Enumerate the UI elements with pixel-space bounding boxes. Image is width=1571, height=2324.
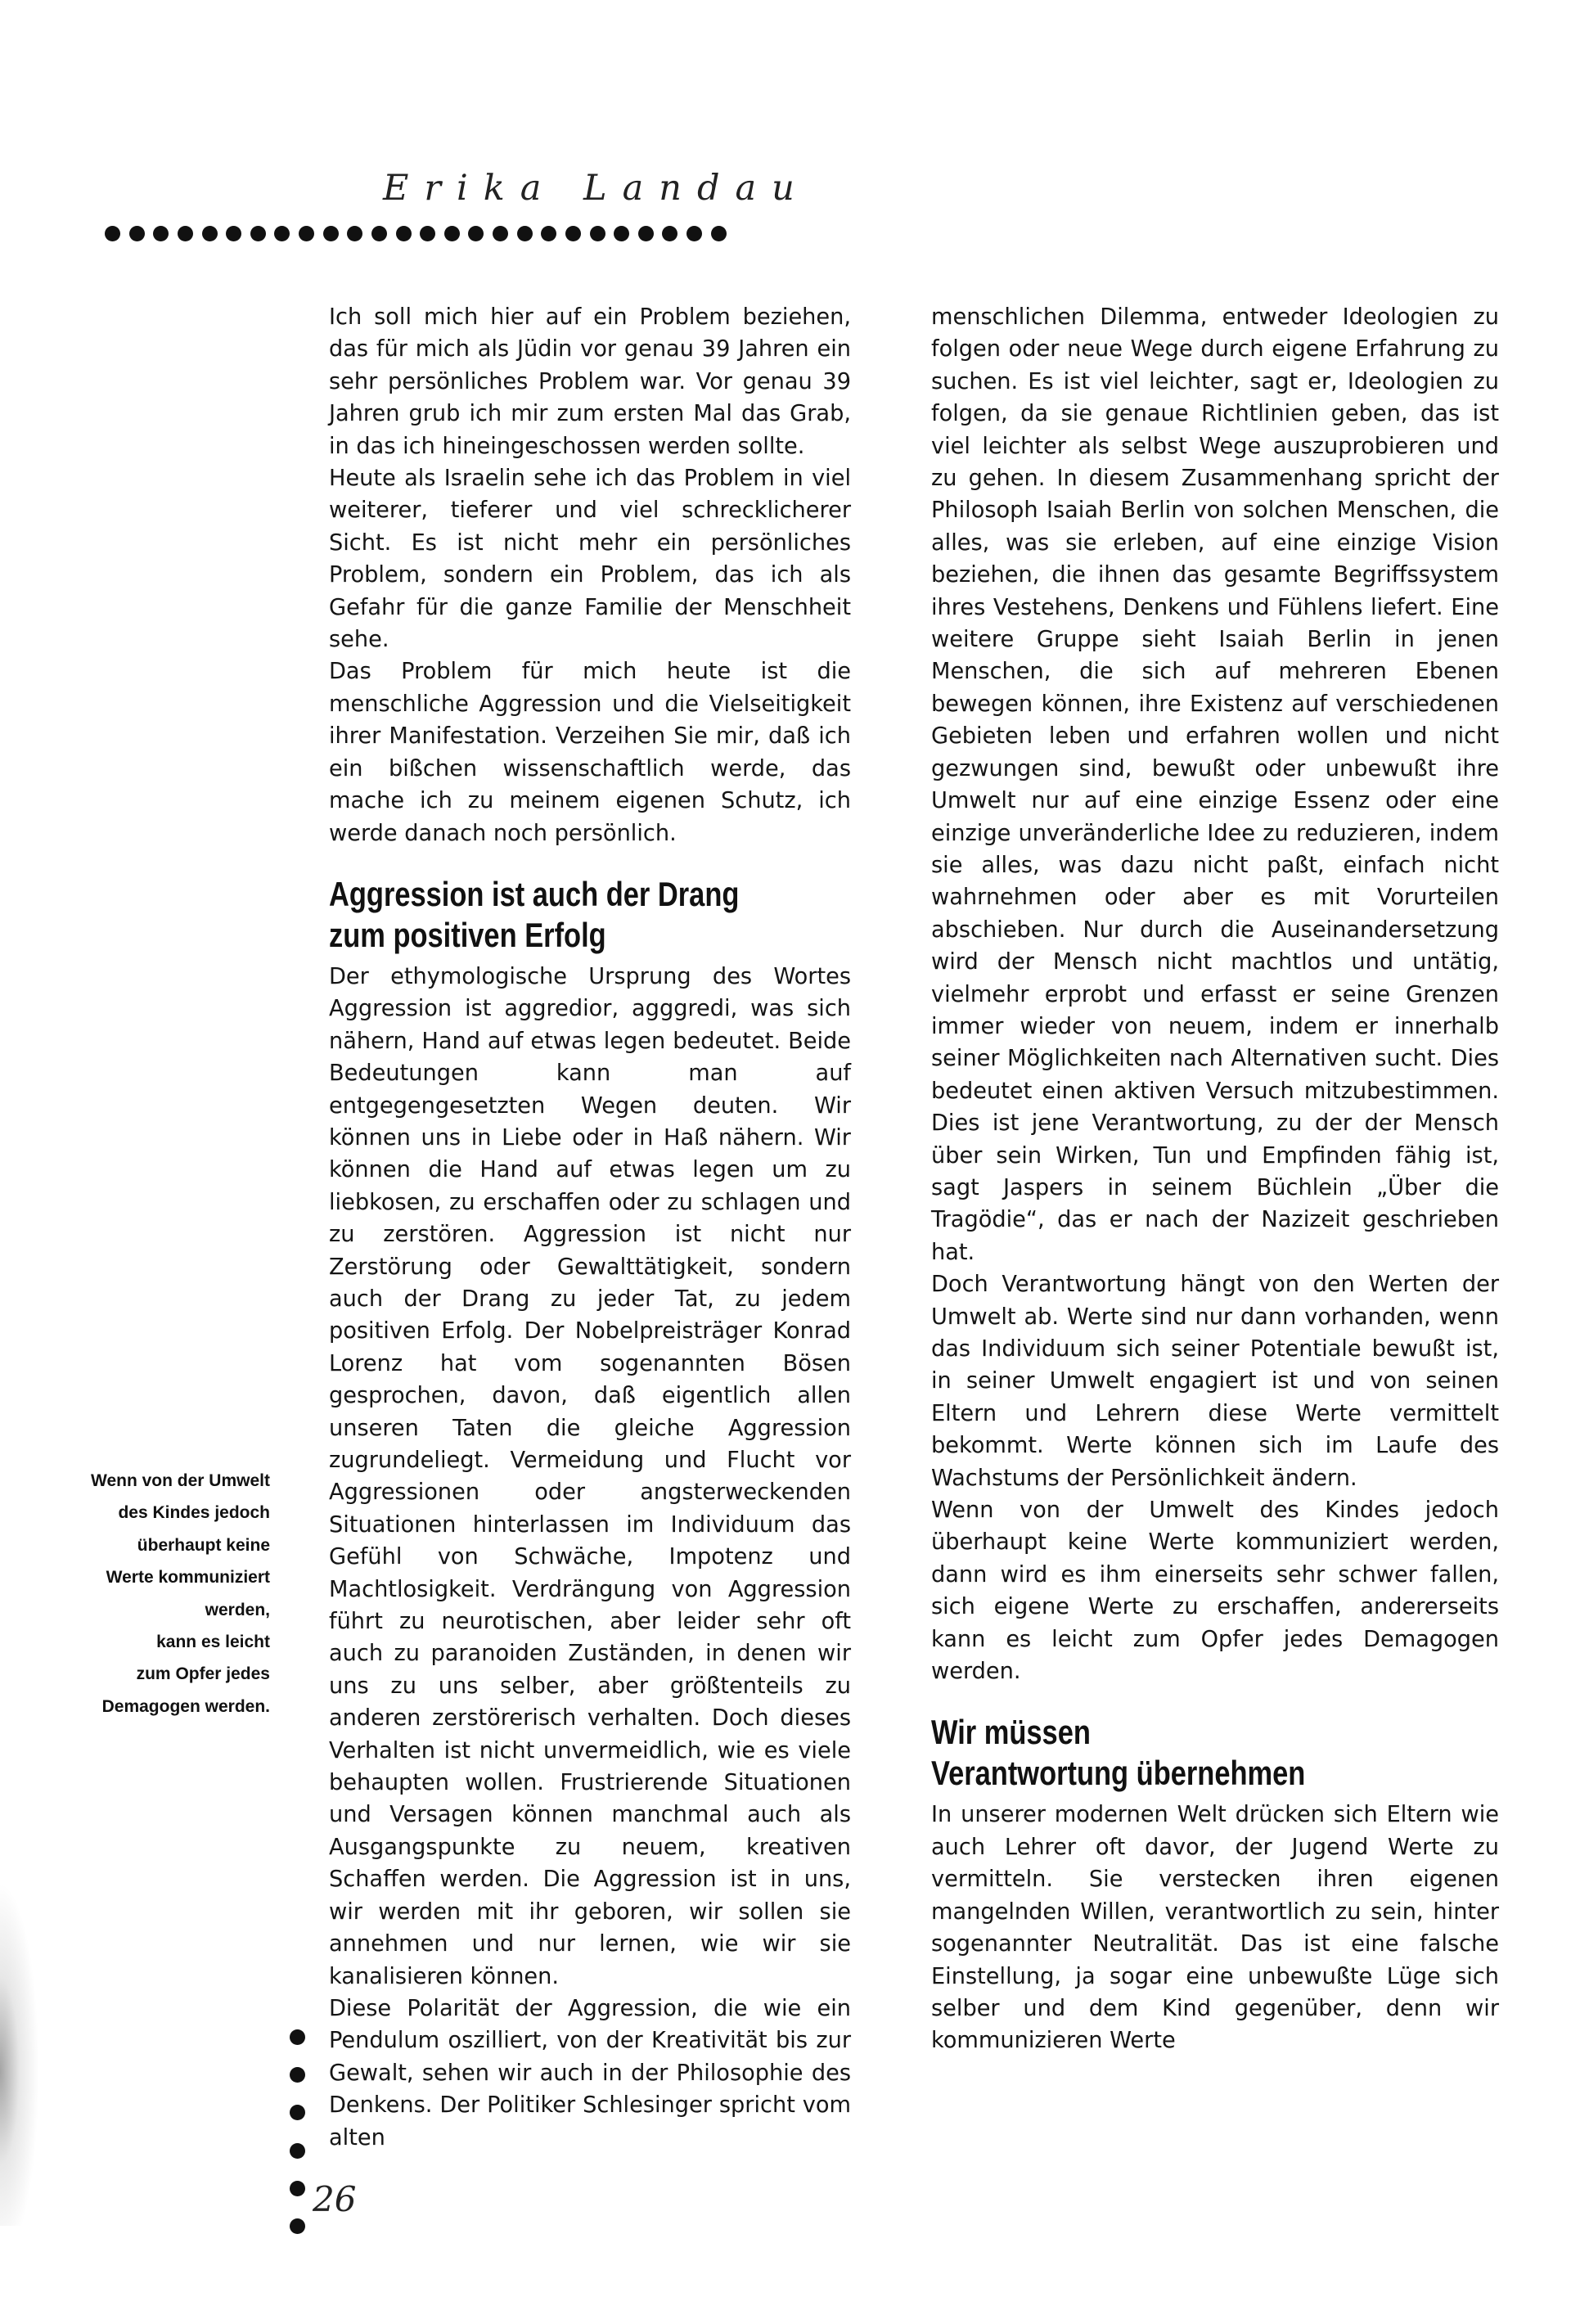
body-paragraph: Heute als Israelin sehe ich das Problem in viel weiterer, tieferer und viel schrecklicherer Sicht. Es ist nicht mehr ein persönliches Problem, sondern ein Problem, das ich als Gefahr für die ganze Familie der Menschheit sehe. [329, 466, 851, 653]
body-paragraph: In unserer modernen Welt drücken sich Eltern wie auch Lehrer oft davor, der Jugend Werte zu vermitteln. Sie verstecken ihren eigenen mangelnden Willen, verantwortlich zu sein, hinter sogenannter Neutralität. Das ist eine falsche Einstellung, ja sogar eine unbewußte Lüge sich selber und dem Kind gegenüber, denn wir kommunizieren Werte [931, 1802, 1499, 2054]
pull-quote [33, 1465, 270, 1723]
pull-quote-line: des Kindes jedoch [118, 1503, 270, 1523]
section-heading-line: Verantwortung übernehmen [931, 1754, 1306, 1793]
body-paragraph: Diese Polarität der Aggression, die wie ein Pendulum oszilliert, von der Kreativität bis zur Gewalt, sehen wir auch in der Philosophie des Denkens. Der Politiker Schlesinger spricht vom alten [329, 1995, 851, 2151]
pull-quote-line: Wenn von der Umwelt [91, 1471, 270, 1490]
section-heading [931, 1712, 1397, 1794]
pull-quote-line: zum Opfer jedes [136, 1664, 270, 1684]
left-text-column [329, 301, 851, 2154]
header-dot-rule [105, 223, 727, 243]
right-text-column [931, 301, 1499, 2057]
body-paragraph: Doch Verantwortung hängt von den Werten der Umwelt ab. Werte sind nur dann vorhanden, wenn das Individuum sich seiner Potentiale bewußt ist, in seiner Umwelt engagiert ist und von seinen Eltern und Lehrern diese Werte vermittelt bekommt. Werte können sich im Laufe des Wachstums der Persönlichkeit ändern. [931, 1272, 1499, 1491]
pull-quote-line: Werte kommuniziert [106, 1568, 270, 1588]
body-paragraph: Wenn von der Umwelt des Kindes jedoch überhaupt keine Werte kommuniziert werden, dann wird es ihm einerseits sehr schwer fallen, sich eigene Werte zu erschaffen, andererseits kann es leicht zum Opfer jedes Demagogen werden. [931, 1498, 1499, 1685]
section-heading-line: zum positiven Erfolg [329, 915, 606, 954]
section-heading-line: Aggression ist auch der Drang [329, 874, 740, 913]
body-paragraph: Der ethymologische Ursprung des Wortes Aggression ist aggredior, agggredi, was sich nähern, Hand auf etwas legen bedeutet. Beide Bedeutungen kann man auf entgegengesetzten Wegen deuten. Wir können uns in Liebe oder in Haß nähern. Wir können die Hand auf etwas legen um zu liebkosen, zu erschaffen oder zu schlagen und zu zerstören. Aggression ist nicht nur Zerstörung oder Gewalttätigkeit, sondern auch der Drang zu jeder Tat, zu jedem positiven Erfolg. Der Nobelpreisträger Konrad Lorenz hat vom sogenannten Bösen gesprochen, davon, daß eigentlich allen unseren Taten die gleiche Aggression zugrundeliegt. Vermeidung und Flucht vor Aggressionen oder angsterweckenden Situationen hinterlassen im Individuum das Gefühl von Schwäche, Impotenz und Machtlosigkeit. Verdrängung von Aggression führt zu neurotischen, aber leider sehr oft auch zu paranoiden Zuständen, in denen wir uns zu uns selber, aber größtenteils zu anderen zerstörerisch verhalten. Doch dieses Verhalten ist nicht unvermeidlich, wie es viele behaupten wollen. Frustrierende Situationen und Versagen können manchmal auch als Ausgangspunkte zu neuem, kreativen Schaffen werden. Die Aggression ist in uns, wir werden mit ihr geboren, wir sollen sie annehmen und nur lernen, wie wir sie kanalisieren können. [329, 963, 851, 1989]
pull-quote-line: Demagogen werden. [101, 1696, 270, 1716]
page-number: 26 [313, 2179, 357, 2219]
pull-quote-line: kann es leicht [156, 1633, 270, 1652]
pull-quote-line: werden, [205, 1600, 270, 1619]
running-header-author: Erika Landau [383, 168, 810, 209]
body-paragraph: Das Problem für mich heute ist die menschliche Aggression und die Vielseitigkeit ihrer Manifestation. Verzeihen Sie mir, daß ich ein bißchen wissenschaftlich werde, das mache ich zu meinem eigenen Schutz, ich werde danach noch persönlich. [329, 659, 851, 846]
pull-quote-line: überhaupt keine [137, 1535, 270, 1555]
section-heading [329, 874, 757, 956]
section-heading-line: Wir müssen [931, 1713, 1091, 1752]
body-paragraph: menschlichen Dilemma, entweder Ideologien zu folgen oder neue Wege durch eigene Erfahrung zu suchen. Es ist viel leichter, sagt er, Ideologien zu folgen, da sie genaue Richtlinien geben, das ist viel leichter als selbst Wege auszuprobieren und zu gehen. In diesem Zusammenhang spricht der Philosoph Isaiah Berlin von solchen Menschen, die alles, was sie erleben, auf eine einzige Vision beziehen, die ihnen das gesamte Begriffssystem ihres Vestehens, Denkens und Fühlens liefert. Eine weitere Gruppe sieht Isaiah Berlin in jenen Menschen, die sich auf mehreren Ebenen bewegen können, ihre Existenz auf verschiedenen Gebieten leben und erfahren wollen und nicht gezwungen sind, bewußt oder unbewußt ihre Umwelt nur auf eine einzige Essenz oder eine einzige unveränderliche Idee zu reduzieren, indem sie alles, was dazu nicht paßt, einfach nicht wahrnehmen oder aber es mit Vorurteilen abschieben. Nur durch die Auseinandersetzung wird der Mensch nicht machtlos und untätig, vielmehr erprobt und erfasst er seine Grenzen immer wieder von neuem, indem er innerhalb seiner Möglichkeiten nach Alternativen sucht. Dies bedeutet einen aktiven Versuch mitzubestimmen. Dies ist jene Verantwortung, zu der der Mensch über sein Wirken, Tun und Empfinden fähig ist, sagt Jaspers in seinem Büchlein „Über die Tragödie“, das er nach der Nazizeit geschrieben hat. [931, 304, 1499, 1265]
scan-edge-shadow [0, 1882, 39, 2226]
body-paragraph: Ich soll mich hier auf ein Problem beziehen, das für mich als Jüdin vor genau 39 Jahren ein sehr persönliches Problem war. Vor genau 39 Jahren grub ich mir zum ersten Mal das Grab, in das ich hineingeschossen werden sollte. [329, 304, 851, 459]
footer-dot-column [288, 2029, 306, 2234]
